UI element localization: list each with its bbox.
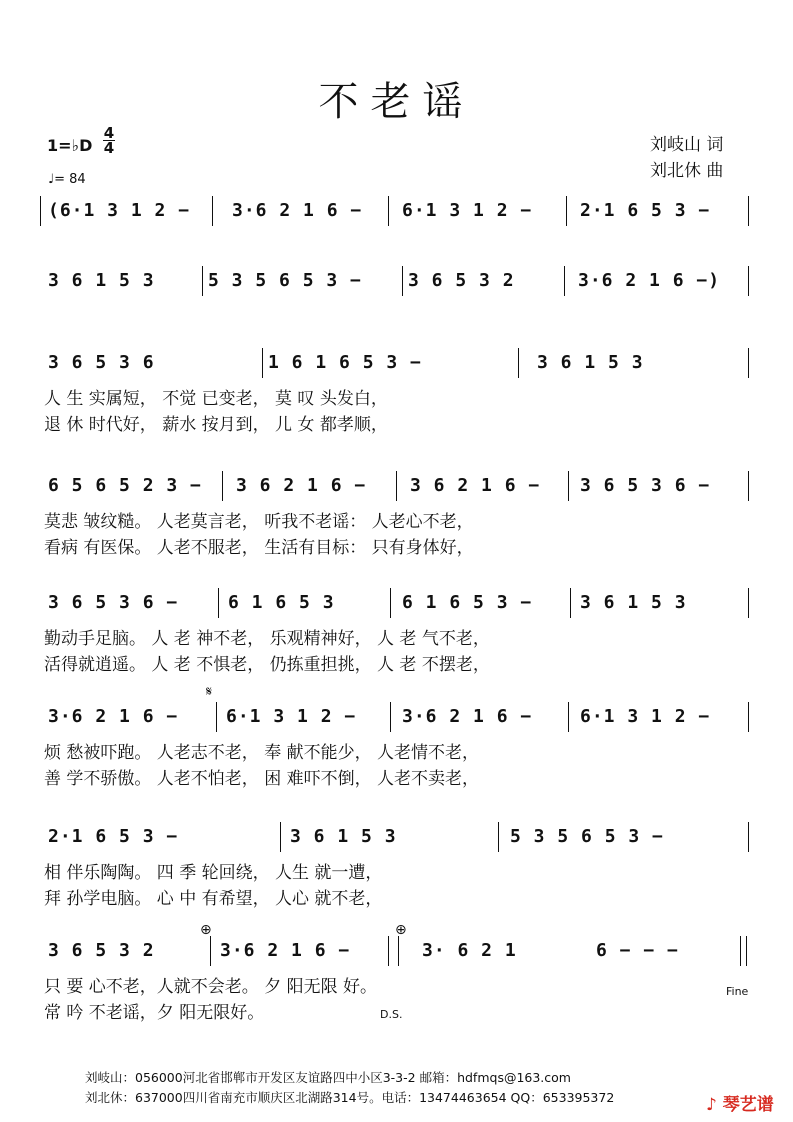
bar-line	[390, 588, 391, 618]
lyric-line: 莫悲 皱纹糙。 人老莫言老， 听我不老谣： 人老心不老，	[44, 512, 474, 532]
lyric-line: 烦 愁被吓跑。 人老志不老， 奉 献不能少， 人老情不老，	[44, 743, 480, 763]
bar-line	[40, 196, 41, 226]
measure: 3 6 5 3 6 −	[580, 475, 711, 496]
lyric-line: 只 要 心不老，人就不会老。 夕 阳无限 好。	[44, 977, 378, 997]
bar-line	[748, 348, 749, 378]
score-row	[40, 826, 752, 916]
bar-line	[748, 196, 749, 226]
bar-line	[216, 702, 217, 732]
bar-line	[222, 471, 223, 501]
measure: 5 3 5 6 5 3 −	[510, 826, 664, 847]
site-logo	[706, 1090, 774, 1115]
lyric-line: 勤动手足脑。 人 老 神不老， 乐观精神好， 人 老 气不老，	[44, 629, 490, 649]
footer-line-composer: 刘北休：637000四川省南充市顺庆区北湖路314号。电话：13474463654 QQ：653395372	[85, 1090, 615, 1105]
score-row	[40, 592, 752, 682]
score-row	[40, 706, 752, 796]
segno-icon: 𝄋	[206, 684, 213, 700]
measure: 3 6 5 3 6	[48, 352, 155, 373]
bar-line	[748, 588, 749, 618]
score-row	[40, 475, 752, 565]
bar-line	[210, 936, 211, 966]
measure: (6·1 3 1 2 −	[48, 200, 191, 221]
measure: 3 6 5 3 2	[408, 270, 515, 291]
time-signature-bottom: 4	[103, 139, 115, 157]
time-signature	[103, 126, 115, 155]
measure: 6 − − −	[596, 940, 679, 961]
measure: 3 6 1 5 3	[537, 352, 644, 373]
bar-line	[388, 936, 389, 966]
measure: 5 3 5 6 5 3 −	[208, 270, 362, 291]
bar-line	[570, 588, 571, 618]
bar-line	[568, 471, 569, 501]
measure: 6·1 3 1 2 −	[402, 200, 533, 221]
measure: 3 6 5 3 2	[48, 940, 155, 961]
logo-icon: ♪	[706, 1095, 717, 1115]
bar-line	[202, 266, 203, 296]
lyricist-credit: 刘岐山 词	[650, 135, 724, 155]
bar-line	[566, 196, 567, 226]
measure: 3·6 2 1 6 −	[232, 200, 363, 221]
lyric-line: 善 学不骄傲。 人老不怕老， 困 难吓不倒， 人老不卖老，	[44, 769, 480, 789]
bar-line	[212, 196, 213, 226]
key-signature: 1=♭D	[47, 136, 93, 155]
lyric-line: 活得就逍遥。 人 老 不惧老， 仍拣重担挑， 人 老 不摆老，	[44, 655, 490, 675]
bar-line	[748, 702, 749, 732]
bar-line	[746, 936, 747, 966]
measure: 2·1 6 5 3 −	[580, 200, 711, 221]
measure: 3 6 1 5 3	[290, 826, 397, 847]
lyric-line: 相 伴乐陶陶。 四 季 轮回绕， 人生 就一遭，	[44, 863, 383, 883]
bar-line	[398, 936, 399, 966]
bar-line	[748, 266, 749, 296]
lyric-line: 常 吟 不老谣，夕 阳无限好。	[44, 1003, 265, 1023]
measure: 3 6 1 5 3	[48, 270, 155, 291]
lyric-line: 拜 孙学电脑。 心 中 有希望， 人心 就不老，	[44, 889, 383, 909]
measure: 3 6 2 1 6 −	[410, 475, 541, 496]
fine-marking: Fine	[726, 985, 749, 998]
tempo-marking: ♩= 84	[48, 172, 86, 187]
measure: 1 6 1 6 5 3 −	[268, 352, 422, 373]
score-row	[40, 352, 752, 442]
measure: 3 6 2 1 6 −	[236, 475, 367, 496]
lyric-line: 人 生 实属短， 不觉 已变老， 莫 叹 头发白，	[44, 389, 388, 409]
bar-line	[498, 822, 499, 852]
bar-line	[568, 702, 569, 732]
bar-line	[396, 471, 397, 501]
time-signature-top: 4	[103, 124, 115, 142]
measure: 6 1 6 5 3 −	[402, 592, 533, 613]
measure: 6 1 6 5 3	[228, 592, 335, 613]
bar-line	[740, 936, 741, 966]
composer-credit: 刘北休 曲	[650, 161, 724, 181]
measure: 3·6 2 1 6 −)	[578, 270, 721, 291]
bar-line	[262, 348, 263, 378]
bar-line	[388, 196, 389, 226]
song-title: 不老谣	[318, 79, 475, 125]
bar-line	[748, 822, 749, 852]
measure: 6 5 6 5 2 3 −	[48, 475, 202, 496]
measure: 3 6 1 5 3	[580, 592, 687, 613]
logo-text: 琴艺谱	[722, 1095, 774, 1115]
measure: 3·6 2 1 6 −	[220, 940, 351, 961]
bar-line	[748, 471, 749, 501]
bar-line	[518, 348, 519, 378]
measure: 3·6 2 1 6 −	[48, 706, 179, 727]
measure: 2·1 6 5 3 −	[48, 826, 179, 847]
bar-line	[218, 588, 219, 618]
measure: 6·1 3 1 2 −	[226, 706, 357, 727]
score-row	[40, 270, 752, 360]
measure: 6·1 3 1 2 −	[580, 706, 711, 727]
bar-line	[390, 702, 391, 732]
ds-marking: D.S.	[380, 1008, 403, 1021]
lyric-line: 退 休 时代好， 薪水 按月到， 儿 女 都孝顺，	[44, 415, 388, 435]
measure: 3· 6 2 1	[422, 940, 517, 961]
coda-icon: ⊕	[200, 922, 212, 938]
measure: 3·6 2 1 6 −	[402, 706, 533, 727]
bar-line	[402, 266, 403, 296]
coda-icon-2: ⊕	[395, 922, 407, 938]
bar-line	[280, 822, 281, 852]
bar-line	[564, 266, 565, 296]
measure: 3 6 5 3 6 −	[48, 592, 179, 613]
footer-line-lyricist: 刘岐山：056000河北省邯郸市开发区友谊路四中小区3-3-2 邮箱：hdfmqs@163.com	[85, 1070, 571, 1085]
lyric-line: 看病 有医保。 人老不服老， 生活有目标： 只有身体好，	[44, 538, 474, 558]
